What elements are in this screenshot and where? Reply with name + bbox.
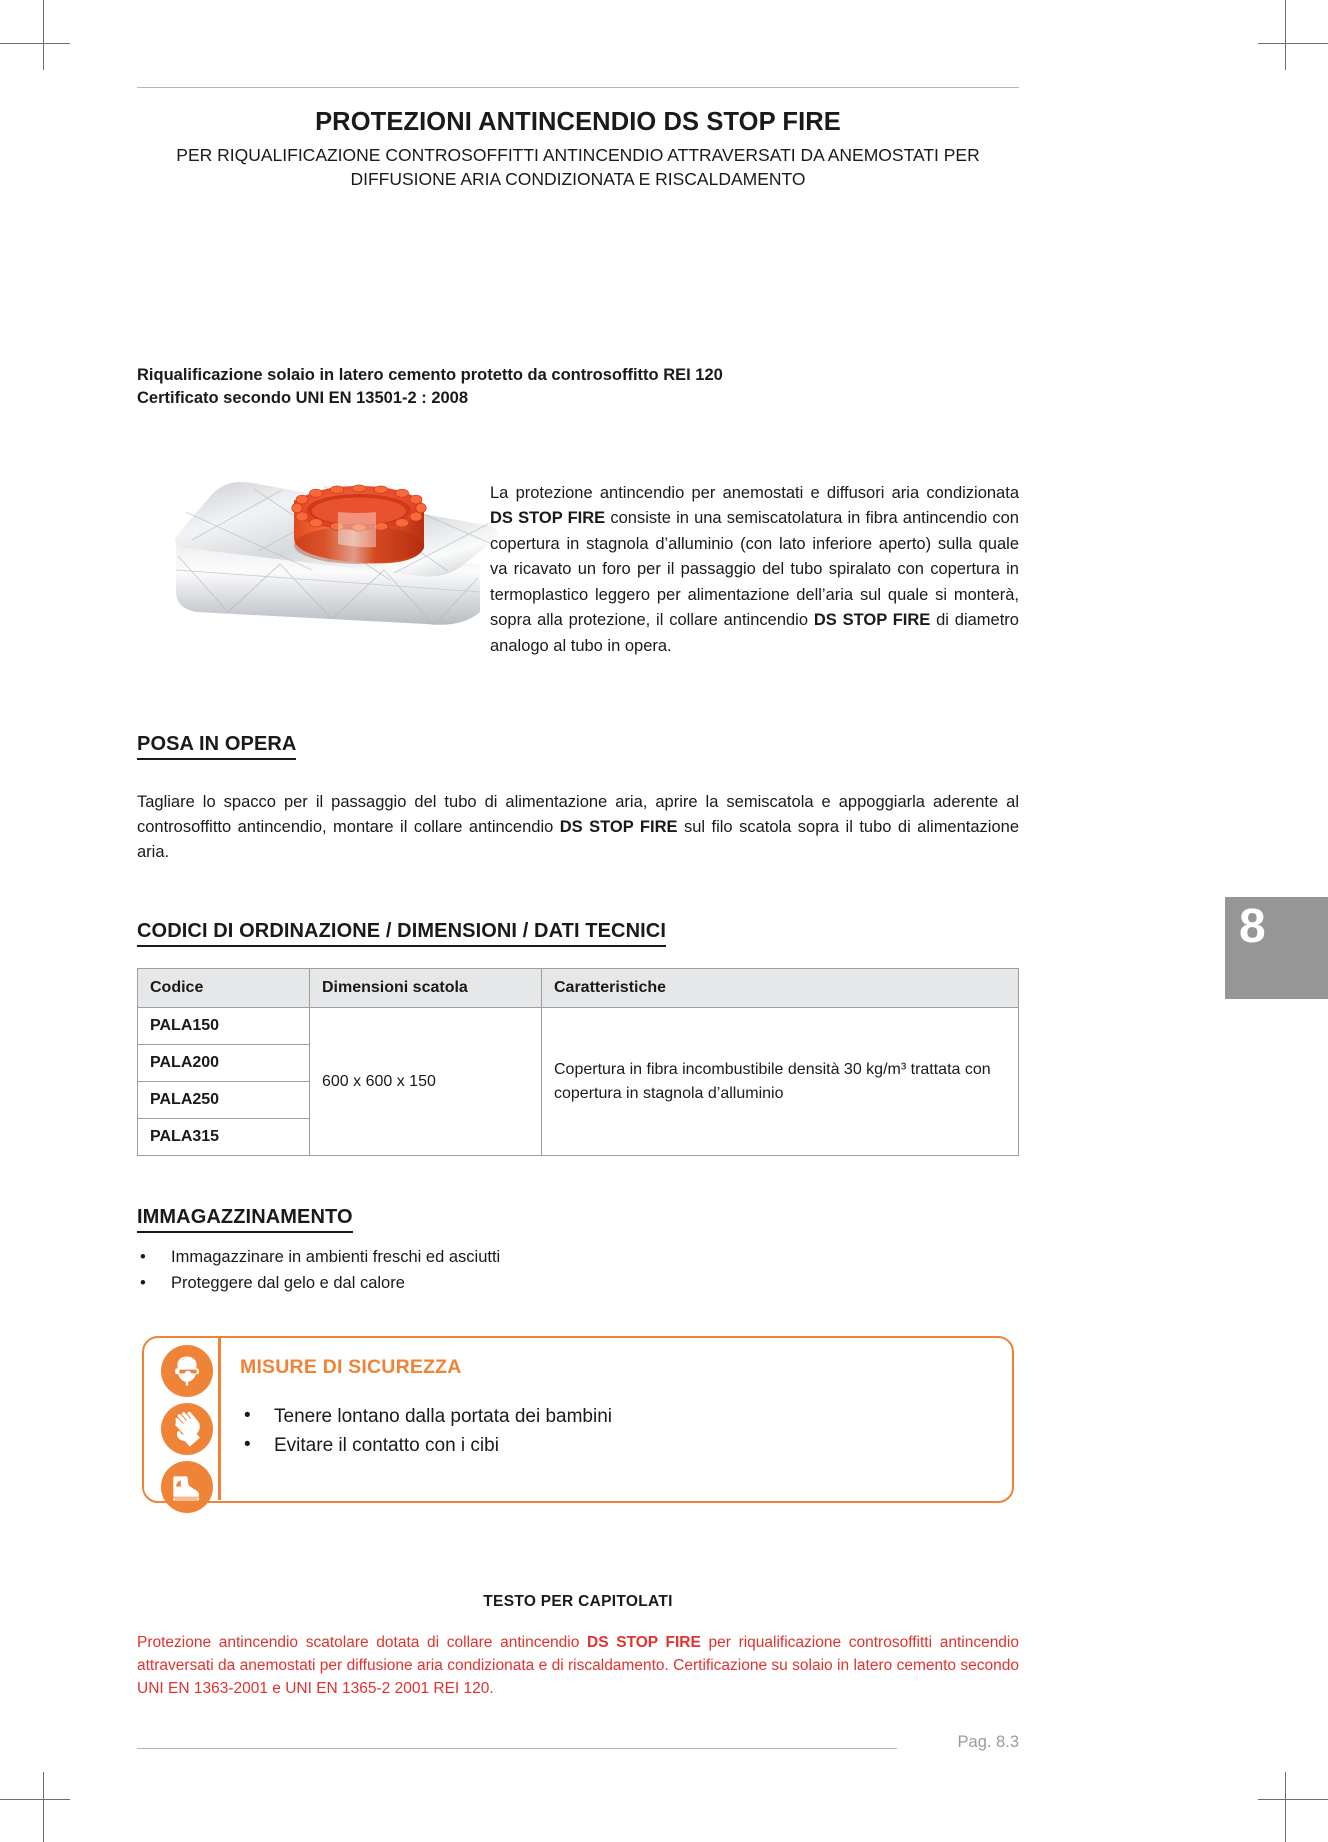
- capitolati-text-part-1: Protezione antincendio scatolare dotata di collare antincendio: [137, 1633, 588, 1651]
- crop-mark-bottom-left-vertical: [43, 1772, 44, 1842]
- immagazzinamento-list: [137, 1244, 897, 1296]
- list-item: [240, 1403, 996, 1432]
- intro-brand-1: DS STOP FIRE: [490, 509, 606, 528]
- bullet-icon: •: [140, 1248, 146, 1266]
- list-item-label: Immagazzinare in ambienti freschi ed asciutti: [171, 1248, 501, 1266]
- bullet-icon: •: [140, 1274, 146, 1293]
- posa-text-part-2: sul filo scatola sopra il tubo di alimentazione aria.: [137, 817, 1019, 861]
- page-title: PROTEZIONI ANTINCENDIO DS STOP FIRE: [315, 108, 841, 136]
- safety-gloves-icon: [161, 1403, 213, 1455]
- crop-mark-top-left-horizontal: [0, 43, 70, 44]
- safety-icon-group: [154, 1345, 220, 1513]
- safety-measures-box: [142, 1336, 1014, 1503]
- safety-goggles-icon: [161, 1345, 213, 1397]
- section-heading-immagazzinamento: IMMAGAZZINAMENTO: [137, 1206, 353, 1233]
- crop-mark-top-left-vertical: [43, 0, 44, 70]
- chapter-number: 8: [1239, 900, 1266, 953]
- posa-paragraph: [137, 790, 1019, 865]
- list-item-label: Tenere lontano dalla portata dei bambini: [274, 1406, 613, 1427]
- chapter-tab: [1225, 897, 1328, 999]
- intro-brand-2: DS STOP FIRE: [813, 611, 931, 630]
- list-item-label: Proteggere dal gelo e dal calore: [171, 1274, 405, 1293]
- capitolati-paragraph: [137, 1631, 1019, 1701]
- cell-codice-2: PALA200: [138, 1045, 310, 1082]
- cell-caratteristiche: Copertura in fibra incombustibile densità 30 kg/m³ trattata con copertura in stagnola d’alluminio: [542, 1008, 1019, 1156]
- crop-mark-top-right-horizontal: [1258, 43, 1328, 44]
- page-number: Pag. 8.3: [957, 1733, 1019, 1751]
- section-heading-posa-in-opera: POSA IN OPERA: [137, 733, 296, 760]
- certification-line-1: Riqualificazione solaio in latero cemento protetto da controsoffitto REI 120: [137, 366, 723, 384]
- safety-content: [240, 1356, 996, 1460]
- column-header-codice: Codice: [138, 969, 310, 1008]
- intro-text-part-2: consiste in una semiscatolatura in fibra antincendio con copertura in stagnola d’alluminio (con lato inferiore aperto) sulla quale va ricavato un foro per il passaggio del tubo spiralato con copertura in termoplastico leggero per alimentazione dell’aria sul quale si monterà, sopra alla protezione, il collare antincendio: [490, 509, 1019, 630]
- certification-block: [137, 364, 897, 411]
- intro-text-part-1: La protezione antincendio per anemostati e diffusori aria condizionata: [490, 483, 1019, 502]
- cell-codice-4: PALA315: [138, 1119, 310, 1156]
- posa-text-part-1: Tagliare lo spacco per il passaggio del tubo di alimentazione aria, aprire la semiscatola e appoggiarla aderente al controsoffitto antincendio, montare il collare antincendio: [137, 792, 1019, 836]
- footer-rule: [137, 1748, 897, 1749]
- list-item: [137, 1244, 897, 1270]
- list-item: [240, 1432, 996, 1461]
- ordering-codes-table: [137, 968, 1019, 1156]
- intro-paragraph: [490, 481, 1019, 660]
- list-item-label: Evitare il contatto con i cibi: [274, 1434, 499, 1456]
- product-image: [162, 452, 502, 652]
- cell-codice-1: PALA150: [138, 1008, 310, 1045]
- posa-brand-1: DS STOP FIRE: [559, 817, 678, 836]
- section-heading-codici: CODICI DI ORDINAZIONE / DIMENSIONI / DATI TECNICI: [137, 920, 666, 947]
- safety-title: MISURE DI SICUREZZA: [240, 1356, 462, 1378]
- crop-mark-bottom-right-horizontal: [1258, 1799, 1328, 1800]
- certification-line-2: Certificato secondo UNI EN 13501-2 : 2008: [137, 389, 469, 408]
- column-header-caratteristiche: Caratteristiche: [542, 969, 1019, 1008]
- safety-box-divider: [218, 1338, 221, 1500]
- document-header: [137, 108, 1019, 191]
- crop-mark-bottom-right-vertical: [1285, 1772, 1286, 1842]
- safety-boots-icon: [161, 1461, 213, 1513]
- capitolati-text-part-2: per riqualificazione controsoffitti antincendio attraversati da anemostati per diffusione aria condizionata e di riscaldamento. Certificazione su solaio in latero cemento secondo UNI EN 1363-2001 e UNI EN 1365-2 2001 REI 120.: [137, 1633, 1019, 1697]
- capitolati-title: TESTO PER CAPITOLATI: [483, 1592, 673, 1610]
- cell-dimensioni: 600 x 600 x 150: [310, 1008, 542, 1156]
- crop-mark-top-right-vertical: [1285, 0, 1286, 70]
- cell-codice-3: PALA250: [138, 1082, 310, 1119]
- table-header-row: [138, 969, 1019, 1008]
- page-subtitle: PER RIQUALIFICAZIONE CONTROSOFFITTI ANTINCENDIO ATTRAVERSATI DA ANEMOSTATI PER DIFFUSIONE ARIA CONDIZIONATA E RISCALDAMENTO: [176, 145, 980, 189]
- table-row: [138, 1008, 1019, 1045]
- intro-text-part-3: di diametro analogo al tubo in opera.: [490, 611, 1019, 655]
- page-content: [137, 0, 1019, 1842]
- bullet-icon: •: [244, 1405, 251, 1426]
- safety-measures-list: [240, 1403, 996, 1460]
- column-header-dimensioni: Dimensioni scatola: [310, 969, 542, 1008]
- bullet-icon: •: [244, 1433, 251, 1455]
- crop-mark-bottom-left-horizontal: [0, 1799, 70, 1800]
- list-item: [137, 1270, 897, 1296]
- header-rule: [137, 87, 1019, 88]
- capitolati-brand: DS STOP FIRE: [587, 1633, 701, 1651]
